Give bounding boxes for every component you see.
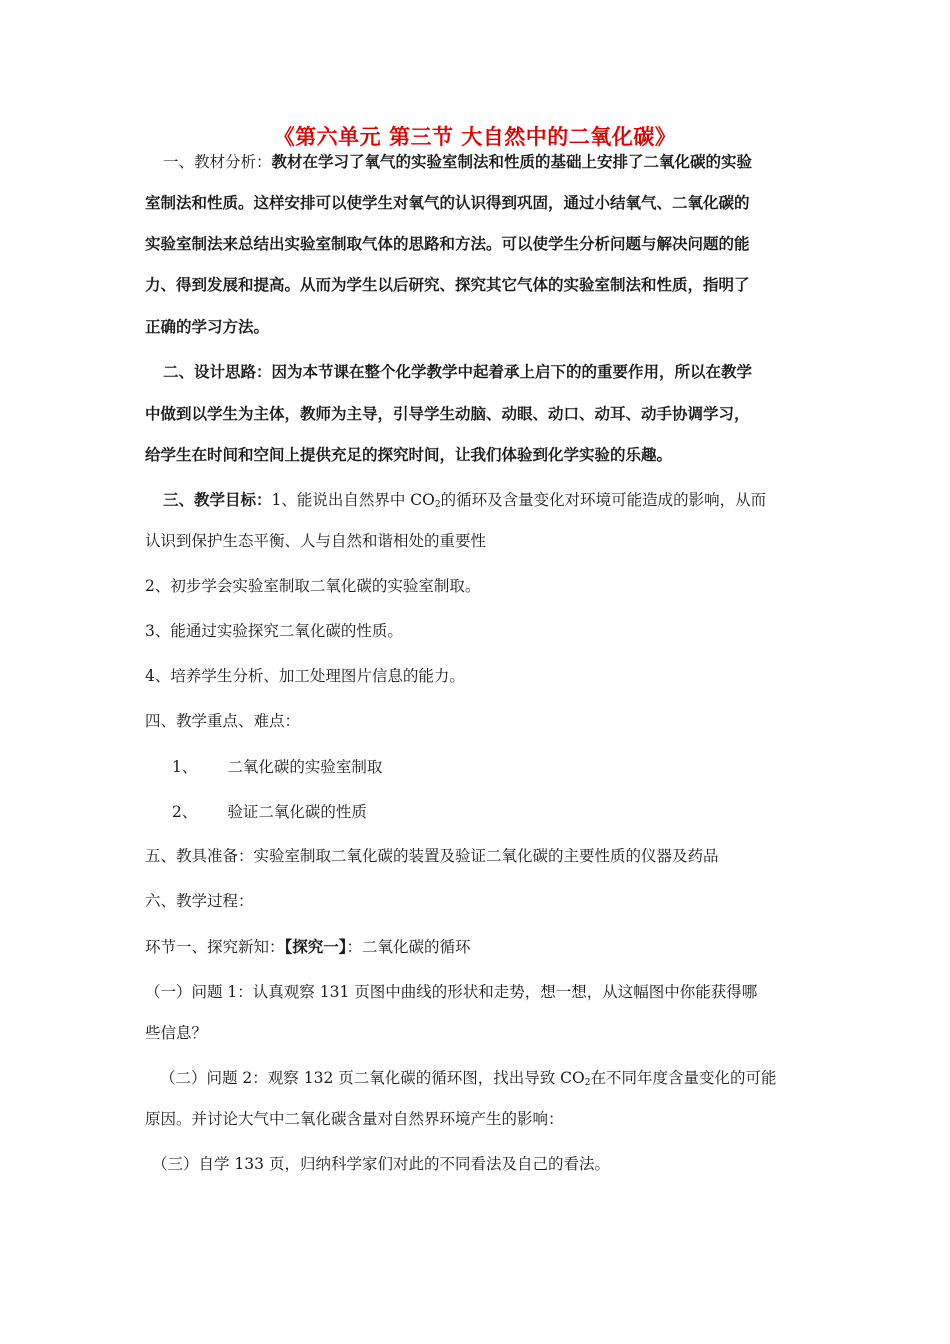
step1-line bbox=[145, 937, 815, 957]
s3-line-2: 认识到保护生态平衡、人与自然和谐相处的重要性 bbox=[145, 532, 487, 550]
s1-line-2: 室制法和性质。这样安排可以使学生对氧气的认识得到巩固，通过小结氧气、二氧化碳的 bbox=[145, 194, 750, 212]
q2-text-1b: 在不同年度含量变化的可能 bbox=[590, 1069, 777, 1087]
s3-item-4: 4、培养学生分析、加工处理图片信息的能力。 bbox=[145, 667, 465, 685]
s1-heading: 一、教材分析： bbox=[163, 153, 272, 171]
q2-line-1 bbox=[160, 1068, 830, 1093]
s3-heading: 三、教学目标： bbox=[163, 491, 272, 509]
s4-item-2-num: 2、 bbox=[172, 803, 198, 821]
step1-prefix: 环节一、探究新知： bbox=[145, 938, 285, 956]
step1-suffix: ：二氧化碳的循环 bbox=[346, 938, 471, 956]
s4-item-2-text: 验证二氧化碳的性质 bbox=[227, 803, 367, 821]
step1-bold: 【探究一】 bbox=[284, 938, 347, 956]
s4-item-1 bbox=[172, 757, 842, 777]
s3-item-3: 3、能通过实验探究二氧化碳的性质。 bbox=[145, 622, 403, 640]
s4-item-2 bbox=[172, 802, 842, 822]
s6-line: 六、教学过程： bbox=[145, 892, 254, 910]
s1-text-1: 教材在学习了氧气的实验室制法和性质的基础上安排了二氧化碳的实验 bbox=[271, 153, 753, 171]
document-title: 《第六单元 第三节 大自然中的二氧化碳》 bbox=[273, 125, 677, 149]
s1-line-4: 力、得到发展和提高。从而为学生以后研究、探究其它气体的实验室制法和性质，指明了 bbox=[145, 276, 750, 294]
s5-line: 五、教具准备：实验室制取二氧化碳的装置及验证二氧化碳的主要性质的仪器及药品 bbox=[145, 847, 719, 865]
s3-text-1b: 的循环及含量变化对环境可能造成的影响，从而 bbox=[440, 491, 767, 509]
q2-text-1a: （二）问题 2：观察 132 页二氧化碳的循环图，找出导致 CO bbox=[160, 1069, 585, 1087]
s4-heading: 四、教学重点、难点： bbox=[145, 712, 301, 730]
s1-line-5: 正确的学习方法。 bbox=[145, 318, 270, 336]
s3-text-1a: 1、能说出自然界中 CO bbox=[271, 491, 435, 509]
s1-line-3: 实验室制法来总结出实验室制取气体的思路和方法。可以使学生分析问题与解决问题的能 bbox=[145, 235, 750, 253]
co2-subscript-2: 2 bbox=[584, 1078, 591, 1088]
s3-line-1 bbox=[163, 490, 833, 515]
s2-line-1: 二、设计思路：因为本节课在整个化学教学中起着承上启下的的重要作用，所以在教学 bbox=[163, 363, 753, 381]
q3-line: （三）自学 133 页，归纳科学家们对此的不同看法及自己的看法。 bbox=[152, 1155, 610, 1173]
s1-line-1 bbox=[163, 152, 833, 172]
q2-line-2: 原因。并讨论大气中二氧化碳含量对自然界环境产生的影响： bbox=[145, 1110, 564, 1128]
s4-item-1-num: 1、 bbox=[172, 758, 198, 776]
s3-item-2: 2、初步学会实验室制取二氧化碳的实验室制取。 bbox=[145, 577, 481, 595]
s4-item-1-text: 二氧化碳的实验室制取 bbox=[227, 758, 383, 776]
s2-line-3: 给学生在时间和空间上提供充足的探究时间，让我们体验到化学实验的乐趣。 bbox=[145, 446, 673, 464]
s2-line-2: 中做到以学生为主体，教师为主导，引导学生动脑、动眼、动口、动耳、动手协调学习， bbox=[145, 405, 750, 423]
co2-subscript: 2 bbox=[434, 500, 441, 510]
q1-line-1: （一）问题 1：认真观察 131 页图中曲线的形状和走势，想一想，从这幅图中你能获得哪 bbox=[145, 983, 758, 1001]
q1-line-2: 些信息？ bbox=[145, 1024, 208, 1042]
